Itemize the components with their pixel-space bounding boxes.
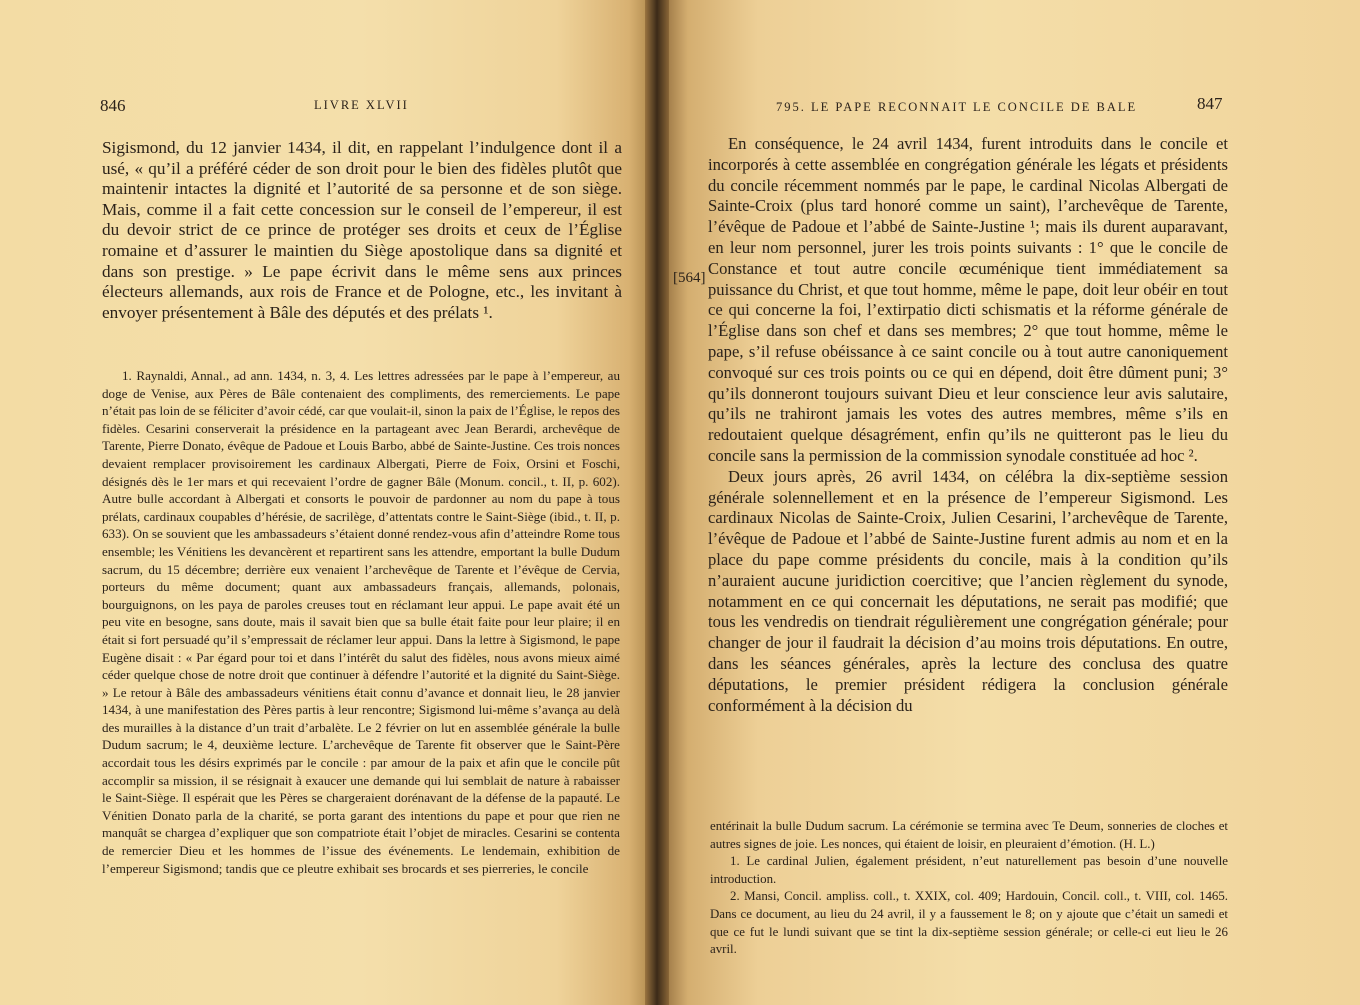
left-body-paragraph: Sigismond, du 12 janvier 1434, il dit, en rappelant l’indulgence dont il a usé, « qu’il a préféré céder de son droit pour le bien des fidèles plutôt que maintenir intactes la dignité et l’autorité de sa personne et de son siège. Mais, comme il a fait cette concession sur le conseil de l’empereur, il est du devoir strict de ce prince de protéger ses droits et ceux de l’Église romaine et d’assurer le maintien du Siège apostolique dans sa dignité et dans son prestige. » Le pape écrivit dans le même sens aux princes électeurs allemands, aux rois de France et de Pologne, etc., les invitant à envoyer présentement à Bâle des députés et des prélats ¹.: [102, 138, 622, 322]
left-page: [0, 0, 655, 1005]
right-footnote-2: 2. Mansi, Concil. ampliss. coll., t. XXIX, col. 409; Hardouin, Concil. coll., t. VIII, col. 1465. Dans ce document, au lieu du 24 avril, il y a faussement le 8; on y ajoute que c’était un samedi et que ce fut le lundi suivant que se tint la dix-septième session générale; or celle-ci eut lieu le 26 avril.: [710, 889, 1228, 957]
left-footnotes: [102, 367, 620, 877]
right-body-paragraph-1: En conséquence, le 24 avril 1434, furent introduits dans le concile et incorporés à cette assemblée en congrégation générale les légats et présidents du concile récemment nommés par le pape, le cardinal Nicolas Albergati de Sainte-Croix (plus tard honoré comme un saint), l’archevêque de Tarente, l’évêque de Padoue et l’abbé de Sainte-Justine ¹; mais ils durent auparavant, en leur nom personnel, jurer les trois points suivants : 1° que le concile de Constance et tout autre concile œcuménique tient immédiatement sa puissance du Christ, et que tout homme, même le pape, doit leur obéir en tout ce qui concerne la foi, l’extirpatio dicti schismatis et la réforme générale de l’Église dans son chef et dans ses membres; 2° que tout homme, même le pape, s’il refuse obéissance à ce saint concile ou à tout autre canoniquement convoqué sur ces trois points ou ce qui en dépend, doit être dûment puni; 3° qu’ils donneront toujours suivant Dieu et leur conscience leur avis salutaire, qu’ils ne trahiront jamais les votes des autres membres, même s’ils en redoutaient quelque désagrément, enfin qu’ils ne quitteront pas le lieu du concile sans la permission de la commission synodale constituée ad hoc ².: [708, 134, 1228, 465]
left-page-number: 846: [100, 96, 126, 115]
right-footnote-1: 1. Le cardinal Julien, également président, n’eut naturellement pas besoin d’une nouvelle introduction.: [710, 854, 1228, 886]
right-body-paragraph-2: Deux jours après, 26 avril 1434, on célébra la dix-septième session générale solennellement et en la présence de l’empereur Sigismond. Les cardinaux Nicolas de Sainte-Croix, Julien Cesarini, l’archevêque de Tarente, l’évêque de Padoue et l’abbé de Sainte-Justine furent admis au nom et en la place du pape comme présidents du concile, mais à la condition qu’ils n’auraient aucune juridiction coercitive; que l’ancien règlement du synode, notamment en ce qui concernait les députations, ne serait pas modifié; que tous les vendredis on tiendrait régulièrement une congrégation générale; pour changer de jour il faudrait la décision d’au moins trois députations. En outre, dans les séances générales, après la lecture des conclusa des quatre députations, le premier président rédigera la conclusion générale conformément à la décision du: [708, 466, 1228, 715]
right-footnote-continuation: entérinait la bulle Dudum sacrum. La cérémonie se termina avec Te Deum, sonneries de cloches et autres signes de joie. Les nonces, qui étaient de loisir, en pleuraient d’émotion. (H. L.): [710, 819, 1228, 851]
left-footnote-1: 1. Raynaldi, Annal., ad ann. 1434, n. 3, 4. Les lettres adressées par le pape à l’empereur, au doge de Venise, aux Pères de Bâle contenaient des compliments, des remerciements. Le pape n’était pas loin de se féliciter d’avoir cédé, car que voulait-il, sinon la paix de l’Église, le repos des fidèles. Cesarini conserverait la présidence en la partageant avec Jean Berardi, archevêque de Tarente, Pierre Donato, évêque de Padoue et Louis Barbo, abbé de Sainte-Justine. Ces trois nonces devaient remplacer provisoirement les cardinaux Albergati, Pierre de Foix, Orsini et Foschi, désignés dès le 1er mars et qui recevaient l’ordre de gagner Bâle (Monum. concil., t. II, p. 602). Autre bulle accordant à Albergati et consorts le pouvoir de pardonner au nom du pape à tous prélats, cardinaux coupables d’hérésie, de sacrilège, d’attentats contre le Saint-Siège (ibid., t. II, p. 633). On se souvient que les ambassadeurs s’étaient donné rendez-vous afin d’atteindre Rome tous ensemble; les Vénitiens les devancèrent et repartirent sans les attendre, emportant la bulle Dudum sacrum, du 15 décembre; derrière eux venaient l’archevêque de Tarente et l’évêque de Cervia, porteurs du même document; quant aux ambassadeurs français, allemands, polonais, bourguignons, on les paya de paroles creuses tout en réclamant leur appui. Le pape avait été un peu vite en besogne, sans doute, mais il savait bien que sa bulle était faite pour leur plaire; il en était si fort persuadé qu’il s’empressait de réclamer leur appui. Dans la lettre à Sigismond, le pape Eugène disait : « Par égard pour toi et dans l’intérêt du salut des fidèles, nous avons mieux aimé céder quelque chose de notre droit que continuer à défendre l’autorité et la dignité du Saint-Siège. » Le retour à Bâle des ambassadeurs vénitiens était connu d’avance et donnait lieu, le 28 janvier 1434, à une manifestation des Pères partis à leur rencontre; Sigismond lui-même s’avança au delà des murailles à la distance d’un trait d’arbalète. Le 2 février on lut en assemblée générale la bulle Dudum sacrum; le 4, deuxième lecture. L’archevêque de Tarente fit observer que le Saint-Père accordait tous les désirs exprimés par le concile : par amour de la paix et afin que le concile pût accomplir sa mission, il se résignait à exaucer une demande qui lui semblait de nature à rabaisser le Saint-Siège. Il espérait que les Pères se chargeraient dorénavant de la défense de la papauté. Le Vénitien Donato parla de la charité, se porta garant des intentions du pape et pour que rien ne manquât se chargea d’expliquer que son compatriote était l’objet de miracles. Cesarini se contenta de remercier Dieu et les hommes de l’issue des événements. Le lendemain, exhibition de l’empereur Sigismond; tandis que ce pleutre exhibait ses brocards et ses pierreries, le concile: [102, 368, 620, 876]
book-gutter: [645, 0, 669, 1005]
right-footnotes: [710, 818, 1228, 959]
left-body-text: [102, 138, 622, 323]
right-running-head: 795. LE PAPE RECONNAIT LE CONCILE DE BALE: [776, 100, 1138, 114]
right-body-text: [708, 134, 1228, 716]
right-page-number: 847: [1197, 94, 1223, 113]
left-running-head: LIVRE XLVII: [314, 98, 409, 112]
margin-page-reference: [564]: [673, 270, 706, 286]
